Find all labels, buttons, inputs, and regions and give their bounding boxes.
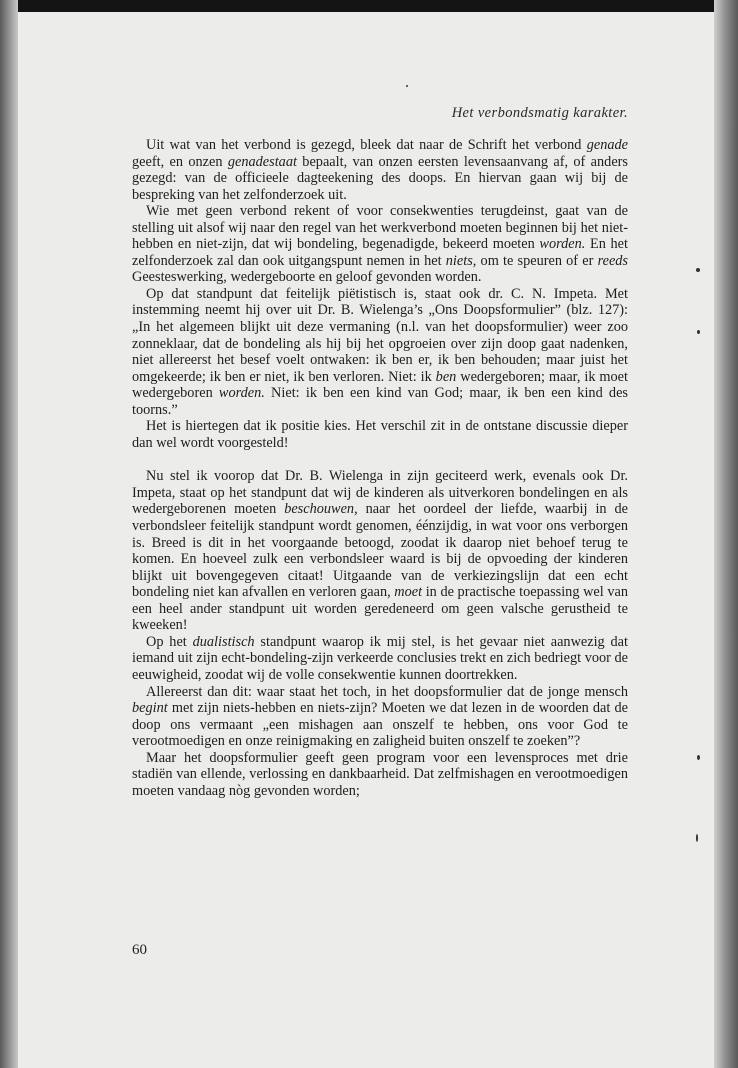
paragraph-4	[132, 418, 628, 451]
text-segment: naar het oordeel der liefde, waarbij in de verbondsleer feitelijk standpunt wordt genomen, éénzijdig, in wat voor ons verborgen is. Breed is dit in het voorgaande betoogd, zoodat ik daarop niet behoef terug te komen. En hoeveel zulk een verbondsleer waard is bij de opvoeding der kinderen blijkt uit bovengegeven citaat! Uitgaande van de verkiezingslijn dat een echt bondeling niet kan afvallen en verloren gaan,	[132, 501, 629, 601]
emphasis-text: beschouwen,	[284, 501, 358, 518]
text-segment: Wie met geen verbond rekent of voor consekwenties terugdeinst, gaat van de stelling uit alsof wij naar den regel van het werkverbond moeten beginnen bij het niet-hebben en niet-zijn, dat wij bondeling, begenadigde, bekeerd moeten	[132, 203, 628, 253]
text-segment: Maar het doopsformulier geeft geen program voor een levensproces met drie stadiën van ellende, verlossing en dankbaarheid. Dat zelfmishagen en verootmoedigen moeten vandaag nòg gevonden worden;	[132, 749, 628, 799]
emphasis-text: reeds	[597, 252, 628, 269]
paragraph-7	[132, 684, 628, 750]
text-segment: bepaalt, van onzen eersten levensaanvang af, of anders gezegd: van de officieele dagteekening des doops. En hiervan gaan wij bij de bespreking van het zelfonderzoek uit.	[132, 153, 628, 203]
text-segment: En het zelfonderzoek zal dan ook uitgangspunt nemen in het	[132, 236, 628, 269]
running-header: Het verbondsmatig karakter.	[451, 105, 628, 121]
paragraph-1	[132, 137, 628, 203]
book-page	[18, 12, 714, 1068]
paragraph-3	[132, 286, 628, 418]
scan-speck	[697, 330, 700, 334]
scan-speck	[697, 755, 700, 760]
body-text	[132, 137, 628, 799]
emphasis-text: genadestaat	[227, 153, 297, 170]
page-number: 60	[132, 942, 147, 958]
paragraph-6	[132, 634, 628, 684]
text-segment: Allereerst dan dit: waar staat het toch, in het doopsformulier dat de jonge mensch	[146, 683, 628, 700]
text-segment: Nu stel ik voorop dat Dr. B. Wielenga in zijn geciteerd werk, evenals ook Dr. Impeta, staat op het standpunt dat wij de kinderen als uitverkoren bondelingen en als wedergeborenen moeten	[132, 468, 628, 518]
text-segment: wedergeboren; maar, ik moet wedergeboren	[132, 368, 629, 402]
emphasis-text: worden.	[539, 236, 586, 253]
text-segment: in de practische toepassing wel van een heel ander standpunt uit worden geredeneerd om geen valsche gerustheid te kweeken!	[132, 584, 628, 634]
text-segment: Op dat standpunt dat feitelijk piëtistisch is, staat ook dr. C. N. Impeta. Met instemming neemt hij over uit Dr. B. Wielenga’s „Ons Doopsformulier” (blz. 127): „In het algemeen blijkt uit deze vermaning (n.l. van het doopsformulier) weer zoo zonneklaar, dat de bondeling als hij bij het opgroeien over zijn doop gaat nadenken, niet allereerst het besef voelt ontwaken: ik ben er, ik ben behouden; maar juist het omgekeerde; ik ben er niet, ik ben verloren. Niet: ik	[132, 285, 628, 385]
text-segment: Op het	[146, 633, 193, 650]
emphasis-text: ben	[435, 368, 457, 385]
paragraph-5	[132, 468, 628, 633]
text-segment: Uit wat van het verbond is gezegd, bleek dat naar de Schrift het verbond	[146, 137, 587, 153]
text-segment: om te speuren of er	[476, 252, 598, 269]
scan-left-edge	[0, 0, 18, 1068]
text-segment: Geesteswerking, wedergeboorte en geloof gevonden worden.	[132, 269, 482, 286]
scan-speck	[406, 85, 408, 87]
emphasis-text: niets,	[445, 252, 477, 269]
emphasis-text: moet	[394, 584, 423, 601]
scan-right-edge	[714, 0, 738, 1068]
text-segment: geeft, en onzen	[132, 153, 228, 170]
scan-speck	[696, 268, 700, 272]
emphasis-text: genade	[586, 137, 628, 153]
scan-speck	[696, 834, 698, 842]
text-segment: standpunt waarop ik mij stel, is het gevaar niet aanwezig dat iemand uit zijn echt-bondeling-zijn verkeerde conclusies trekt en zich bedriegt voor de eeuwigheid, zoodat wij de volle consekwentie kunnen doortrekken.	[132, 633, 628, 683]
emphasis-text: begint	[132, 700, 168, 717]
text-segment: Niet: ik ben een kind van God; maar, ik ben een kind des toorns.”	[132, 385, 628, 418]
emphasis-text: dualistisch	[192, 633, 255, 650]
paragraph-8	[132, 750, 628, 800]
text-segment: met zijn niets-hebben en niets-zijn? Moeten we dat lezen in de woorden dat de doop ons vermaant „een mishagen aan onszelf te hebben, ons voor God te verootmoedigen en onze reinigmaking en zaligheid buiten onszelf te zoeken”?	[132, 700, 628, 750]
paragraph-2	[132, 203, 628, 286]
text-segment: Het is hiertegen dat ik positie kies. Het verschil zit in de ontstane discussie dieper dan wel wordt voorgesteld!	[132, 418, 628, 451]
emphasis-text: worden.	[218, 385, 265, 402]
